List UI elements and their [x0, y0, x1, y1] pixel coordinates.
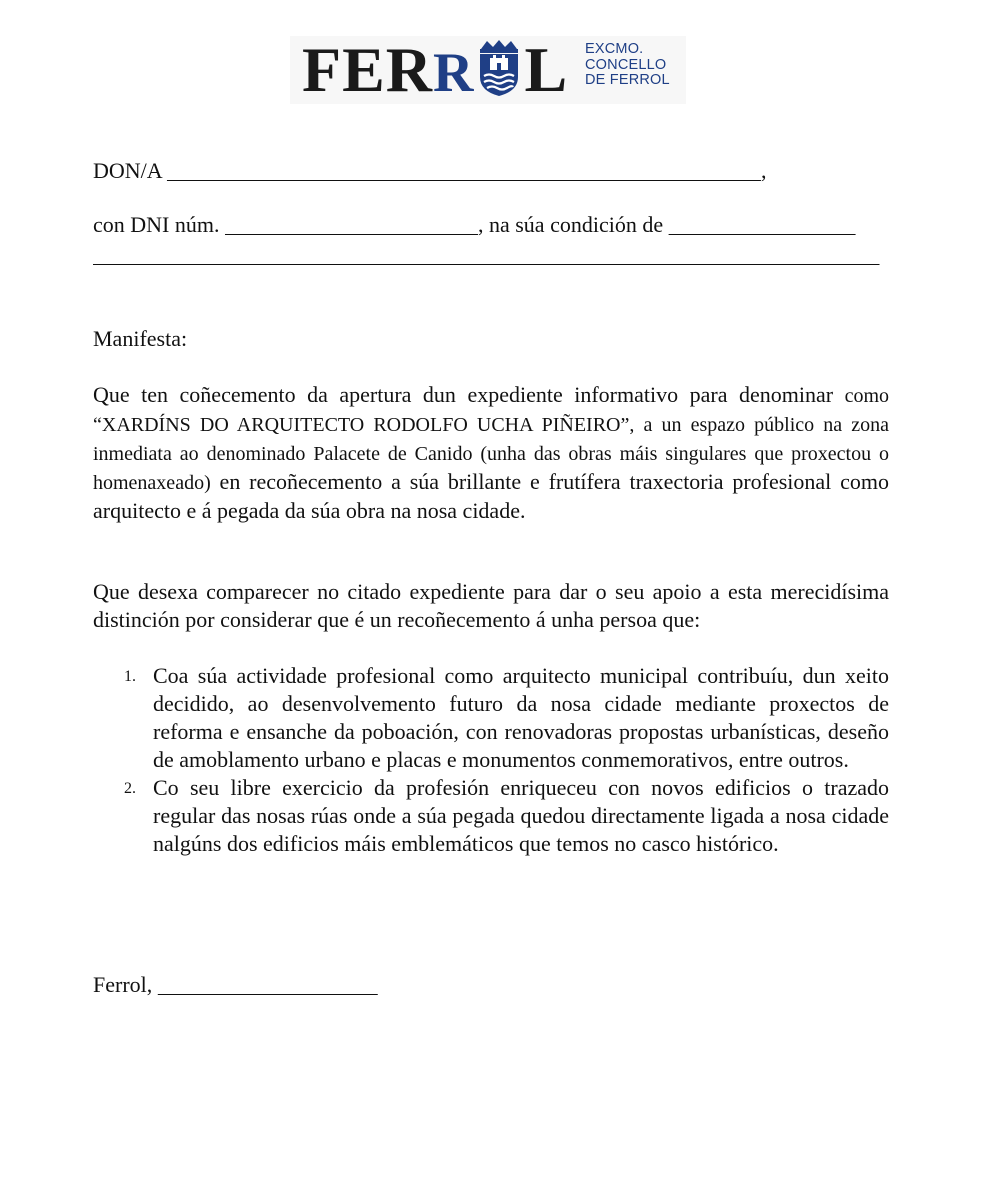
condition-label: , na súa condición de	[477, 212, 669, 237]
logo-word-left: FER	[302, 34, 433, 105]
logo-wordmark	[302, 34, 569, 105]
don-line	[93, 157, 766, 185]
don-comma: ,	[760, 158, 767, 183]
list-item	[93, 662, 889, 774]
paragraph1-part1: Que ten coñecemento da apertura dun expediente informativo para denominar	[93, 382, 834, 407]
logo-sub-line: EXCMO.	[585, 41, 644, 57]
logo-sub-line: DE FERROL	[585, 72, 670, 88]
list-number: 2.	[124, 780, 136, 797]
dni-line	[93, 211, 856, 239]
paragraph1-part3: en recoñecemento a súa brillante e frutífera traxectoria profesional como arquitecto e á pegada da súa obra na nosa cidade.	[93, 469, 889, 523]
reasons-list	[93, 662, 889, 858]
place-label: Ferrol,	[93, 972, 158, 997]
dni-label: con DNI núm.	[93, 212, 225, 237]
paragraph1-part2: como “XARDÍNS DO ARQUITECTO RODOLFO UCHA PIÑEIRO”, a un espazo público na zona inmediata ao denominado Palacete de Canido (unha das obras máis singulares que proxectou o homenaxeado)	[93, 385, 889, 494]
dni-blank-field[interactable]	[225, 212, 478, 237]
logo-word-r: R	[433, 42, 475, 104]
list-item-text: Co seu libre exercicio da profesión enriqueceu con novos edificios o trazado regular das nosas rúas onde a súa pegada quedou directamente ligada a nosa cidade nalgúns dos edificios máis emblemáticos que temos no casco histórico.	[153, 775, 889, 856]
condition-continuation-line	[93, 241, 880, 269]
condition-continuation-blank-field[interactable]	[93, 242, 880, 267]
paragraph-knowledge	[93, 381, 889, 525]
logo-council-name	[585, 42, 670, 89]
name-blank-field[interactable]	[167, 158, 761, 183]
date-blank-field[interactable]	[158, 972, 378, 997]
list-item-text: Coa súa actividade profesional como arquitecto municipal contribuíu, dun xeito decidido, ao desenvolvemento futuro da nosa cidade mediante proxectos de reforma e ensanche da poboación, con renovadoras propostas urbanísticas, deseño de amoblamento urbano e placas e monumentos conmemorativos, entre outros.	[153, 663, 889, 772]
list-item	[93, 774, 889, 858]
paragraph-support: Que desexa comparecer no citado expediente para dar o seu apoio a esta merecidísima distinción por considerar que é un recoñecemento á unha persoa que:	[93, 579, 889, 632]
list-number: 1.	[124, 668, 136, 685]
ferrol-logo	[290, 36, 686, 104]
place-date-line	[93, 971, 378, 999]
condition-blank-field[interactable]	[669, 212, 856, 237]
logo-word-right: L	[524, 34, 569, 105]
manifesta-heading: Manifesta:	[93, 326, 188, 351]
logo-sub-line: CONCELLO	[585, 56, 667, 73]
don-label: DON/A	[93, 158, 167, 183]
coat-of-arms-icon	[475, 39, 523, 97]
